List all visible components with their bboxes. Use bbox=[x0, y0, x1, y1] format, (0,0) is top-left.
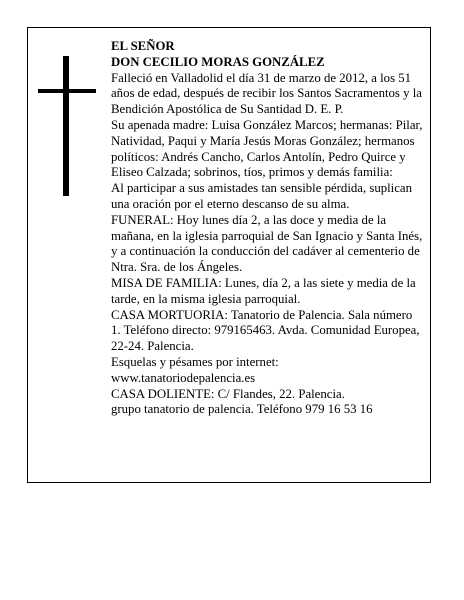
cross-vertical-bar bbox=[63, 56, 69, 196]
family-list: Su apenada madre: Luisa González Marcos; hermanas: Pilar, Natividad, Paqui y María Jesús Moras González; hermanos políticos: Andrés Cancho, Carlos Antolín, Pedro Quirce y Eliseo Calzada; sobrinos, tíos, primos y demás familia: bbox=[111, 117, 423, 180]
obituary-text bbox=[111, 39, 423, 418]
funeral-info: FUNERAL: Hoy lunes día 2, a las doce y media de la mañana, en la iglesia parroquial de San Ignacio y Santa Inés, y a continuación la conducción del cadáver al cementerio de Ntra. Sra. de los Ángeles. bbox=[111, 212, 423, 275]
online-condolences: Esquelas y pésames por internet: www.tanatoriodepalencia.es bbox=[111, 354, 279, 385]
prayer-request: Al participar a sus amistades tan sensible pérdida, suplican una oración por el eterno descanso de su alma. bbox=[111, 181, 412, 211]
deceased-name: DON CECILIO MORAS GONZÁLEZ bbox=[111, 54, 325, 69]
funeral-group-phone: grupo tanatorio de palencia. Teléfono 979 16 53 16 bbox=[111, 402, 373, 417]
family-mass-info: MISA DE FAMILIA: Lunes, día 2, a las siete y media de la tarde, en la misma iglesia parroquial. bbox=[111, 275, 416, 306]
notice-title-line-1: EL SEÑOR bbox=[111, 39, 175, 53]
funeral-home-info: CASA MORTUORIA: Tanatorio de Palencia. Sala número 1. Teléfono directo: 979165463. Avda. Comunidad Europea, 22-24. Palencia. bbox=[111, 307, 420, 354]
latin-cross-icon bbox=[38, 56, 96, 196]
family-home-address: CASA DOLIENTE: C/ Flandes, 22. Palencia. bbox=[111, 386, 345, 401]
death-announcement: Falleció en Valladolid el día 31 de marzo de 2012, a los 51 años de edad, después de recibir los Santos Sacramentos y la Bendición Apostólica de Su Santidad D. E. P. bbox=[111, 70, 422, 117]
cross-horizontal-bar bbox=[38, 89, 96, 93]
